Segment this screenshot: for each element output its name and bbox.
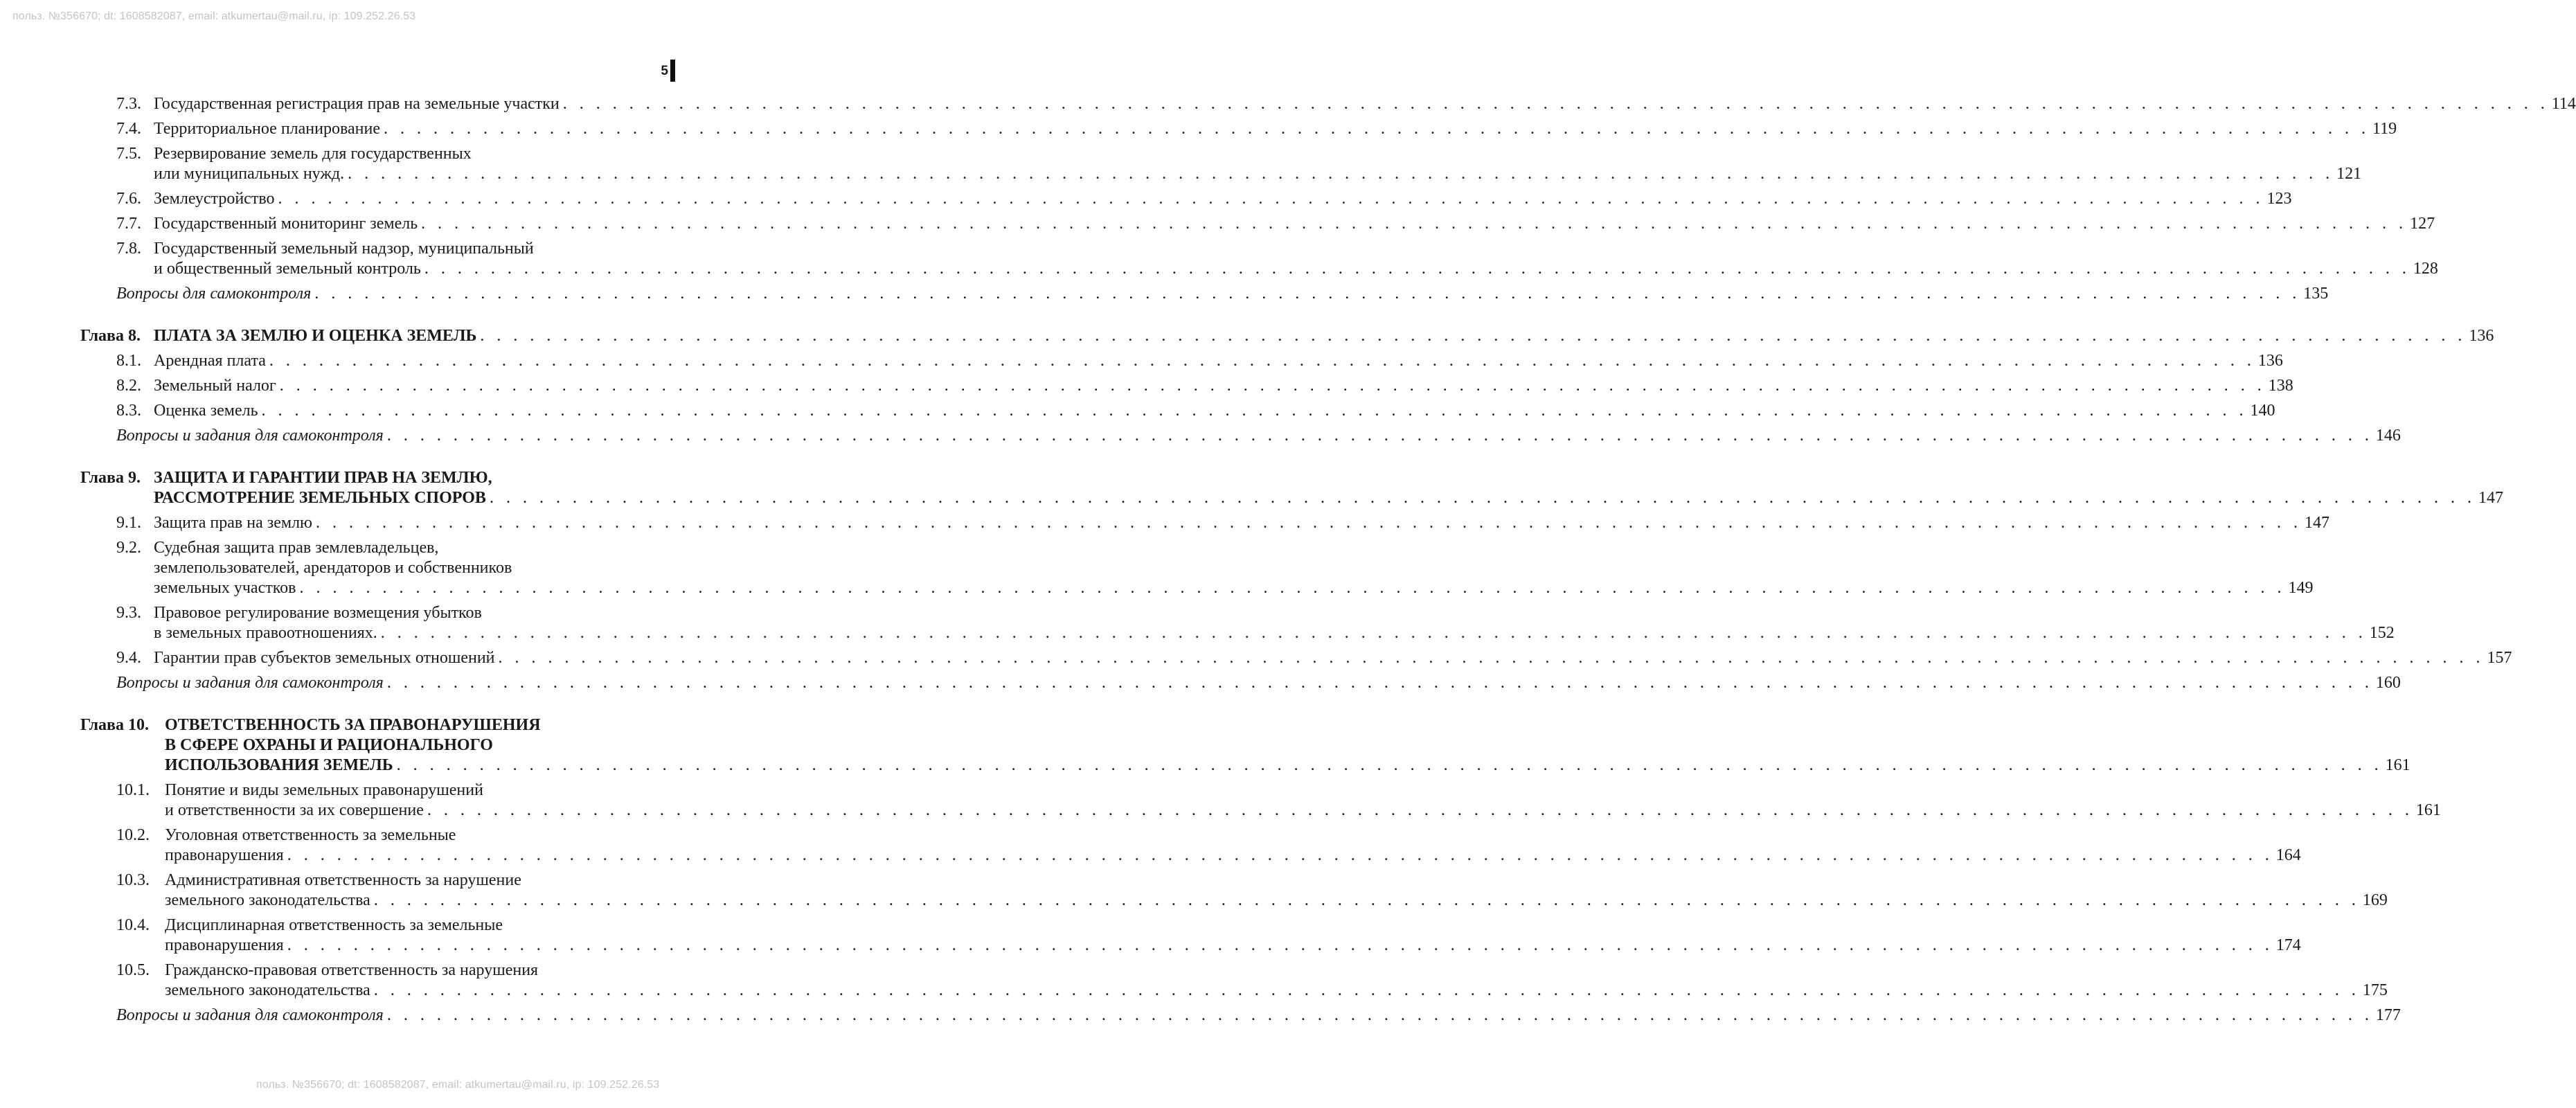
- toc-entry-number: 10.2.: [116, 826, 150, 844]
- dot-leader: . . . . . . . . . . . . . . . . . . . . . . . . . . . . . . . . . . . . . . . . . . . . . . . . . . . . . . . . . . . . . . . . . . . . . . . . . . . . . . . . . . . . . . . . . . . . . . . . . . . . . . . . . . . . . . . . . . . . . . . .: [315, 514, 2302, 532]
- toc-entry-number: 10.4.: [116, 916, 150, 934]
- toc-page-number: 146: [2375, 427, 2401, 445]
- toc-section: [0, 119, 2397, 139]
- toc-section: [0, 94, 2576, 114]
- toc-entry-title-line: Вопросы и задания для самоконтроля: [116, 1006, 384, 1024]
- toc-entry-title-line: Уголовная ответственность за земельные: [165, 826, 456, 844]
- toc-section: [0, 780, 2441, 821]
- toc-entry-title-line: Судебная защита прав землевладельцев,: [154, 539, 439, 557]
- toc-chapter: [0, 468, 2503, 508]
- toc-entry-number: 7.5.: [116, 145, 141, 163]
- page-number: 5: [661, 64, 668, 78]
- toc-entry-title-line: Вопросы и задания для самоконтроля: [116, 427, 384, 445]
- toc-section: [0, 648, 2512, 668]
- toc-entry-number: 9.4.: [116, 649, 141, 667]
- toc-section: [0, 915, 2301, 956]
- toc-page-number: 138: [2268, 377, 2293, 395]
- toc-entry-number: 7.3.: [116, 95, 141, 113]
- toc-entry-title-line: ИСПОЛЬЗОВАНИЯ ЗЕМЕЛЬ: [165, 756, 393, 774]
- toc-questions: [0, 673, 2401, 693]
- toc-entry-title-line: Административная ответственность за нарушение: [165, 871, 521, 889]
- toc-page-number: 119: [2372, 120, 2397, 138]
- toc-entry-title-line: ОТВЕТСТВЕННОСТЬ ЗА ПРАВОНАРУШЕНИЯ: [165, 716, 541, 734]
- toc-entry-title-line: Землеустройство: [154, 190, 275, 208]
- dot-leader: . . . . . . . . . . . . . . . . . . . . . . . . . . . . . . . . . . . . . . . . . . . . . . . . . . . . . . . . . . . . . . . . . . . . . . . . . . . . . . . . . . . . . . . . . . . . . . . . . . . . . . . . . . . . . . . . . . . . . . . .: [562, 95, 2549, 113]
- toc-entry-number: 9.2.: [116, 539, 141, 557]
- toc-chapter: [0, 326, 2494, 346]
- toc-section: [0, 513, 2329, 533]
- toc-chapter: [0, 715, 2410, 776]
- toc-entry-title-line: Государственная регистрация прав на земельные участки: [154, 95, 560, 113]
- watermark-bottom: польз. №356670; dt: 1608582087, email: atkumertau@mail.ru, ip: 109.252.26.53: [256, 1079, 660, 1091]
- toc-entry-title-line: Дисциплинарная ответственность за земельные: [165, 916, 503, 934]
- toc-section: [0, 825, 2301, 866]
- dot-leader: . . . . . . . . . . . . . . . . . . . . . . . . . . . . . . . . . . . . . . . . . . . . . . . . . . . . . . . . . . . . . . . . . . . . . . . . . . . . . . . . . . . . . . . . . . . . . . . . . . . . . . . . . . . . . . . . . . . . . . . .: [380, 624, 2367, 642]
- toc-entry-number: 8.1.: [116, 352, 141, 370]
- toc-entry-title-line: Государственный земельный надзор, муниципальный: [154, 240, 534, 258]
- toc-page-number: 147: [2478, 489, 2503, 507]
- toc-page-number: 174: [2275, 936, 2301, 954]
- toc-page-number: 152: [2369, 624, 2395, 642]
- toc-entry-title-line: Арендная плата: [154, 352, 266, 370]
- toc-page-number: 114: [2551, 95, 2576, 113]
- dot-leader: . . . . . . . . . . . . . . . . . . . . . . . . . . . . . . . . . . . . . . . . . . . . . . . . . . . . . . . . . . . . . . . . . . . . . . . . . . . . . . . . . . . . . . . . . . . . . . . . . . . . . . . . . . . . . . . . . . . . . . . .: [373, 891, 2360, 909]
- dot-leader: . . . . . . . . . . . . . . . . . . . . . . . . . . . . . . . . . . . . . . . . . . . . . . . . . . . . . . . . . . . . . . . . . . . . . . . . . . . . . . . . . . . . . . . . . . . . . . . . . . . . . . . . . . . . . . . . . . . . . . . .: [427, 801, 2413, 819]
- toc-page-number: 164: [2275, 846, 2301, 864]
- toc-entry-title-line: Вопросы и задания для самоконтроля: [116, 674, 384, 692]
- toc-entry-title-line: Правовое регулирование возмещения убытков: [154, 604, 482, 622]
- toc-entry-title-line: и ответственности за их совершение: [165, 801, 424, 819]
- toc-entry-number: 10.1.: [116, 781, 150, 799]
- toc-entry-title-line: ПЛАТА ЗА ЗЕМЛЮ И ОЦЕНКА ЗЕМЕЛЬ: [154, 327, 477, 345]
- toc-entry-title-line: Резервирование земель для государственных: [154, 145, 472, 163]
- toc-section: [0, 189, 2292, 209]
- dot-leader: . . . . . . . . . . . . . . . . . . . . . . . . . . . . . . . . . . . . . . . . . . . . . . . . . . . . . . . . . . . . . . . . . . . . . . . . . . . . . . . . . . . . . . . . . . . . . . . . . . . . . . . . . . . . . . . . . . . . . . . .: [421, 215, 2408, 233]
- page-marker-bar: [670, 60, 675, 82]
- toc-entry-title-line: Гражданско-правовая ответственность за нарушения: [165, 961, 539, 979]
- toc-entry-title-line: Вопросы для самоконтроля: [116, 285, 312, 303]
- dot-leader: . . . . . . . . . . . . . . . . . . . . . . . . . . . . . . . . . . . . . . . . . . . . . . . . . . . . . . . . . . . . . . . . . . . . . . . . . . . . . . . . . . . . . . . . . . . . . . . . . . . . . . . . . . . . . . . . . . . . . . . .: [396, 756, 2383, 774]
- toc-section: [0, 351, 2283, 371]
- dot-leader: . . . . . . . . . . . . . . . . . . . . . . . . . . . . . . . . . . . . . . . . . . . . . . . . . . . . . . . . . . . . . . . . . . . . . . . . . . . . . . . . . . . . . . . . . . . . . . . . . . . . . . . . . . . . . . . . . . . . . . . .: [287, 936, 2273, 954]
- dot-leader: . . . . . . . . . . . . . . . . . . . . . . . . . . . . . . . . . . . . . . . . . . . . . . . . . . . . . . . . . . . . . . . . . . . . . . . . . . . . . . . . . . . . . . . . . . . . . . . . . . . . . . . . . . . . . . . . . . . . . . . .: [269, 352, 2255, 370]
- toc-entry-title-line: Гарантии прав субъектов земельных отношений: [154, 649, 495, 667]
- toc-page-number: 136: [2257, 352, 2283, 370]
- toc-page-number: 149: [2288, 579, 2314, 597]
- toc-page-number: 136: [2469, 327, 2494, 345]
- toc-page-number: 123: [2266, 190, 2292, 208]
- toc-section: [0, 376, 2293, 396]
- watermark-top: польз. №356670; dt: 1608582087, email: atkumertau@mail.ru, ip: 109.252.26.53: [12, 10, 416, 22]
- toc-section: [0, 144, 2362, 184]
- toc-entry-title-line: в земельных правоотношениях.: [154, 624, 377, 642]
- dot-leader: . . . . . . . . . . . . . . . . . . . . . . . . . . . . . . . . . . . . . . . . . . . . . . . . . . . . . . . . . . . . . . . . . . . . . . . . . . . . . . . . . . . . . . . . . . . . . . . . . . . . . . . . . . . . . . . . . . . . . . . .: [384, 120, 2370, 138]
- toc-entry-title-line: земельного законодательства: [165, 981, 370, 999]
- toc-questions: [0, 426, 2401, 446]
- toc-entry-title-line: Понятие и виды земельных правонарушений: [165, 781, 483, 799]
- dot-leader: . . . . . . . . . . . . . . . . . . . . . . . . . . . . . . . . . . . . . . . . . . . . . . . . . . . . . . . . . . . . . . . . . . . . . . . . . . . . . . . . . . . . . . . . . . . . . . . . . . . . . . . . . . . . . . . . . . . . . . . .: [386, 427, 2373, 445]
- toc-entry-number: 7.6.: [116, 190, 141, 208]
- table-of-contents: [0, 94, 2576, 1026]
- toc-entry-title-line: и общественный земельный контроль: [154, 260, 421, 278]
- toc-questions: [0, 284, 2329, 304]
- dot-leader: . . . . . . . . . . . . . . . . . . . . . . . . . . . . . . . . . . . . . . . . . . . . . . . . . . . . . . . . . . . . . . . . . . . . . . . . . . . . . . . . . . . . . . . . . . . . . . . . . . . . . . . . . . . . . . . . . . . . . . . .: [424, 260, 2410, 278]
- dot-leader: . . . . . . . . . . . . . . . . . . . . . . . . . . . . . . . . . . . . . . . . . . . . . . . . . . . . . . . . . . . . . . . . . . . . . . . . . . . . . . . . . . . . . . . . . . . . . . . . . . . . . . . . . . . . . . . . . . . . . . . .: [480, 327, 2467, 345]
- toc-entry-title-line: Территориальное планирование: [154, 120, 380, 138]
- dot-leader: . . . . . . . . . . . . . . . . . . . . . . . . . . . . . . . . . . . . . . . . . . . . . . . . . . . . . . . . . . . . . . . . . . . . . . . . . . . . . . . . . . . . . . . . . . . . . . . . . . . . . . . . . . . . . . . . . . . . . . . .: [348, 165, 2334, 183]
- toc-page-number: 161: [2415, 801, 2441, 819]
- toc-questions: [0, 1006, 2401, 1026]
- dot-leader: . . . . . . . . . . . . . . . . . . . . . . . . . . . . . . . . . . . . . . . . . . . . . . . . . . . . . . . . . . . . . . . . . . . . . . . . . . . . . . . . . . . . . . . . . . . . . . . . . . . . . . . . . . . . . . . . . . . . . . . .: [314, 285, 2301, 303]
- toc-entry-number: 9.3.: [116, 604, 141, 622]
- toc-entry-title-line: правонарушения: [165, 846, 284, 864]
- toc-entry-title-line: земельного законодательства: [165, 891, 370, 909]
- toc-page-number: 161: [2385, 756, 2410, 774]
- toc-entry-title-line: Государственный мониторинг земель: [154, 215, 418, 233]
- toc-entry-number: 8.3.: [116, 402, 141, 420]
- toc-page-number: 175: [2362, 981, 2388, 999]
- toc-entry-title-line: РАССМОТРЕНИЕ ЗЕМЕЛЬНЫХ СПОРОВ: [154, 489, 486, 507]
- toc-entry-number: Глава 9.: [80, 469, 141, 487]
- dot-leader: . . . . . . . . . . . . . . . . . . . . . . . . . . . . . . . . . . . . . . . . . . . . . . . . . . . . . . . . . . . . . . . . . . . . . . . . . . . . . . . . . . . . . . . . . . . . . . . . . . . . . . . . . . . . . . . . . . . . . . . .: [278, 190, 2264, 208]
- toc-entry-title-line: Оценка земель: [154, 402, 258, 420]
- toc-entry-number: 10.3.: [116, 871, 150, 889]
- toc-page-number: 157: [2487, 649, 2512, 667]
- toc-entry-number: 8.2.: [116, 377, 141, 395]
- toc-entry-number: 7.8.: [116, 240, 141, 258]
- toc-section: [0, 870, 2388, 911]
- dot-leader: . . . . . . . . . . . . . . . . . . . . . . . . . . . . . . . . . . . . . . . . . . . . . . . . . . . . . . . . . . . . . . . . . . . . . . . . . . . . . . . . . . . . . . . . . . . . . . . . . . . . . . . . . . . . . . . . . . . . . . . .: [489, 489, 2476, 507]
- toc-entry-number: 9.1.: [116, 514, 141, 532]
- toc-entry-number: Глава 8.: [80, 327, 141, 345]
- toc-page-number: 128: [2413, 260, 2438, 278]
- toc-page-number: 177: [2375, 1006, 2401, 1024]
- toc-page-number: 135: [2303, 285, 2329, 303]
- toc-entry-number: 7.7.: [116, 215, 141, 233]
- toc-entry-title-line: Земельный налог: [154, 377, 276, 395]
- dot-leader: . . . . . . . . . . . . . . . . . . . . . . . . . . . . . . . . . . . . . . . . . . . . . . . . . . . . . . . . . . . . . . . . . . . . . . . . . . . . . . . . . . . . . . . . . . . . . . . . . . . . . . . . . . . . . . . . . . . . . . . .: [498, 649, 2485, 667]
- toc-section: [0, 401, 2275, 421]
- toc-entry-title-line: земельных участков: [154, 579, 296, 597]
- dot-leader: . . . . . . . . . . . . . . . . . . . . . . . . . . . . . . . . . . . . . . . . . . . . . . . . . . . . . . . . . . . . . . . . . . . . . . . . . . . . . . . . . . . . . . . . . . . . . . . . . . . . . . . . . . . . . . . . . . . . . . . .: [261, 402, 2248, 420]
- toc-entry-title-line: В СФЕРЕ ОХРАНЫ И РАЦИОНАЛЬНОГО: [165, 736, 493, 754]
- toc-section: [0, 214, 2435, 234]
- dot-leader: . . . . . . . . . . . . . . . . . . . . . . . . . . . . . . . . . . . . . . . . . . . . . . . . . . . . . . . . . . . . . . . . . . . . . . . . . . . . . . . . . . . . . . . . . . . . . . . . . . . . . . . . . . . . . . . . . . . . . . . .: [373, 981, 2360, 999]
- toc-page-number: 121: [2336, 165, 2362, 183]
- dot-leader: . . . . . . . . . . . . . . . . . . . . . . . . . . . . . . . . . . . . . . . . . . . . . . . . . . . . . . . . . . . . . . . . . . . . . . . . . . . . . . . . . . . . . . . . . . . . . . . . . . . . . . . . . . . . . . . . . . . . . . . .: [287, 846, 2273, 864]
- toc-entry-title-line: правонарушения: [165, 936, 284, 954]
- toc-entry-title-line: ЗАЩИТА И ГАРАНТИИ ПРАВ НА ЗЕМЛЮ,: [154, 469, 492, 487]
- dot-leader: . . . . . . . . . . . . . . . . . . . . . . . . . . . . . . . . . . . . . . . . . . . . . . . . . . . . . . . . . . . . . . . . . . . . . . . . . . . . . . . . . . . . . . . . . . . . . . . . . . . . . . . . . . . . . . . . . . . . . . . .: [279, 377, 2266, 395]
- toc-section: [0, 538, 2314, 598]
- toc-page-number: 160: [2375, 674, 2401, 692]
- toc-entry-number: 7.4.: [116, 120, 141, 138]
- toc-entry-title-line: землепользователей, арендаторов и собственников: [154, 559, 512, 577]
- dot-leader: . . . . . . . . . . . . . . . . . . . . . . . . . . . . . . . . . . . . . . . . . . . . . . . . . . . . . . . . . . . . . . . . . . . . . . . . . . . . . . . . . . . . . . . . . . . . . . . . . . . . . . . . . . . . . . . . . . . . . . . .: [386, 1006, 2373, 1024]
- toc-section: [0, 603, 2395, 643]
- toc-entry-title-line: или муниципальных нужд.: [154, 165, 345, 183]
- toc-section: [0, 239, 2438, 279]
- dot-leader: . . . . . . . . . . . . . . . . . . . . . . . . . . . . . . . . . . . . . . . . . . . . . . . . . . . . . . . . . . . . . . . . . . . . . . . . . . . . . . . . . . . . . . . . . . . . . . . . . . . . . . . . . . . . . . . . . . . . . . . .: [299, 579, 2286, 597]
- toc-entry-number: Глава 10.: [80, 716, 149, 734]
- toc-entry-title-line: Защита прав на землю: [154, 514, 312, 532]
- toc-section: [0, 960, 2388, 1001]
- toc-page-number: 147: [2304, 514, 2329, 532]
- toc-page-number: 127: [2410, 215, 2435, 233]
- toc-page-number: 169: [2362, 891, 2388, 909]
- dot-leader: . . . . . . . . . . . . . . . . . . . . . . . . . . . . . . . . . . . . . . . . . . . . . . . . . . . . . . . . . . . . . . . . . . . . . . . . . . . . . . . . . . . . . . . . . . . . . . . . . . . . . . . . . . . . . . . . . . . . . . . .: [386, 674, 2373, 692]
- toc-entry-number: 10.5.: [116, 961, 150, 979]
- toc-page-number: 140: [2250, 402, 2275, 420]
